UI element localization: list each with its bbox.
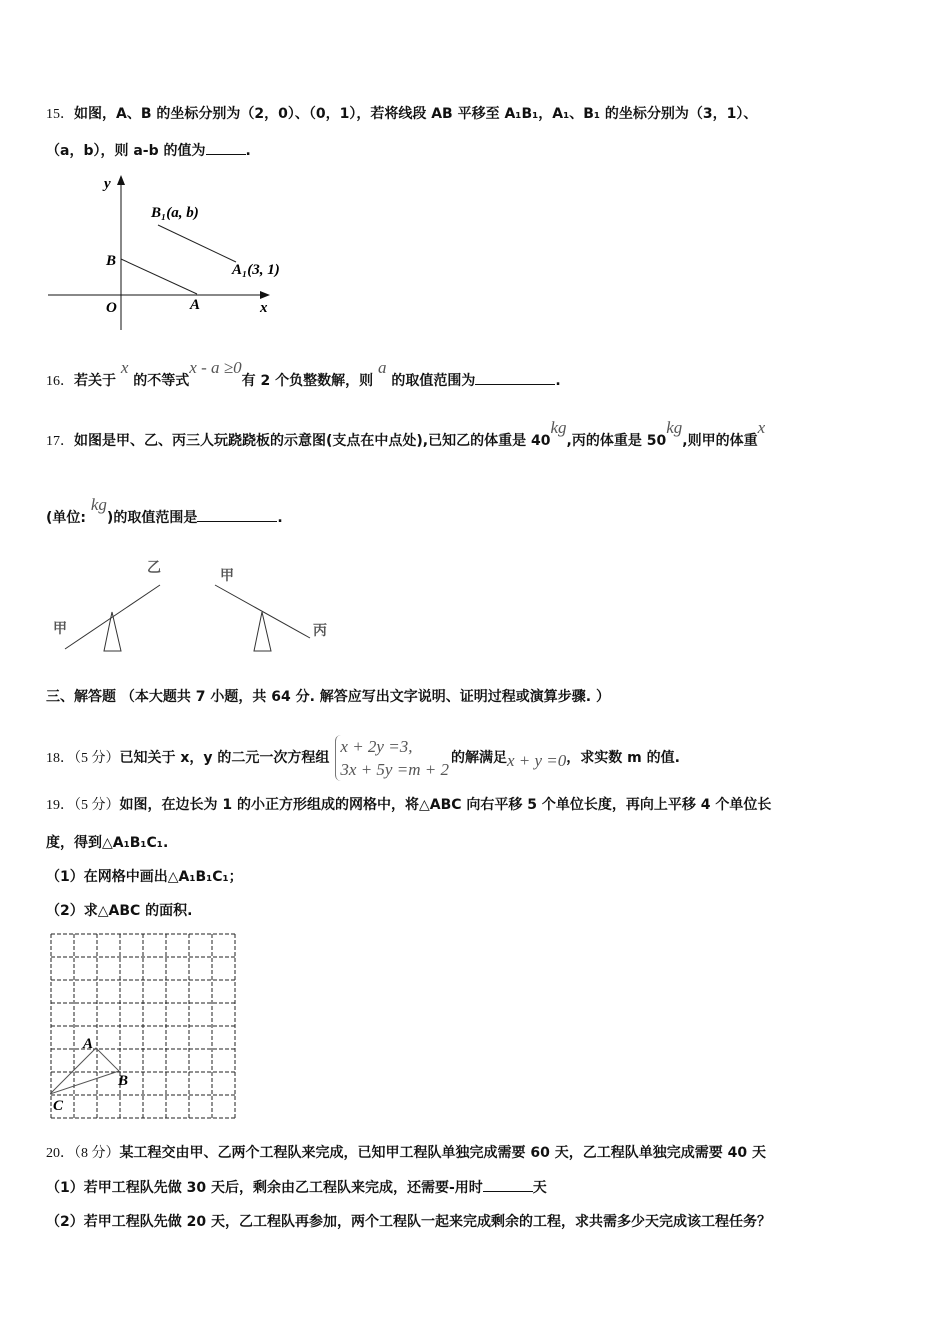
q15-line1 <box>46 103 757 123</box>
x-arrow-icon <box>260 291 270 299</box>
text: (单位: <box>46 510 86 526</box>
text: ,丙的体重是 50 <box>566 433 667 449</box>
label-bing: 丙 <box>313 624 327 639</box>
q15-text2: （a，b），则 a-b 的值为 <box>46 143 206 159</box>
q15-line2 <box>46 140 251 160</box>
q15-text: 如图，A、B 的坐标分别为（2，0）、（0，1），若将线段 AB 平移至 A₁B₁，A₁、B₁ 的坐标分别为（3，1）、 <box>74 106 758 122</box>
score: （5 分） <box>74 751 120 766</box>
equation-1: x + 2y =3, <box>340 737 413 756</box>
period: . <box>277 510 283 526</box>
math-inequality: x - a ≥0 <box>189 358 242 377</box>
answer-blank <box>197 521 277 522</box>
q19-part1: （1）在网格中画出△A₁B₁C₁； <box>46 869 243 885</box>
q19-line2: 度，得到△A₁B₁C₁. <box>46 835 169 851</box>
q17-line1 <box>46 418 766 450</box>
q19-line1 <box>46 794 771 814</box>
x-label: x <box>260 300 268 316</box>
coordinate-figure <box>40 170 300 340</box>
seesaw-figure <box>45 555 345 660</box>
grid-figure <box>50 933 240 1123</box>
unit-kg: kg <box>666 418 683 437</box>
answer-blank <box>475 384 555 385</box>
fulcrum-left <box>104 612 121 651</box>
label-jia: 甲 <box>53 622 67 637</box>
text: 若关于 <box>74 373 116 389</box>
equation-system <box>335 735 449 781</box>
point-A-label: A <box>83 1036 94 1052</box>
point-C-label: C <box>53 1098 64 1114</box>
q-number: 17． <box>46 434 74 449</box>
q-number: 19． <box>46 798 74 813</box>
math-a: a <box>377 358 387 377</box>
point-B1-label: B₁(a, b) <box>151 205 199 221</box>
answer-blank <box>483 1191 533 1192</box>
text: 的取值范围为 <box>391 373 476 389</box>
text: 天 <box>532 1180 547 1196</box>
point-B-label: B <box>106 253 117 269</box>
section-heading: 三、解答题 （本大题共 7 小题，共 64 分. 解答应写出文字说明、证明过程或演算步骤. ） <box>46 689 610 705</box>
math-x: x <box>757 418 766 437</box>
q-number: 20． <box>46 1146 74 1161</box>
q17-line2 <box>46 495 283 527</box>
origin-label: O <box>106 300 117 316</box>
seesaw-right <box>215 585 310 638</box>
score: （5 分） <box>74 798 120 813</box>
math-x: x <box>120 358 129 377</box>
q20-line1 <box>46 1142 766 1162</box>
text: 的不等式 <box>133 373 190 389</box>
q-number: 16． <box>46 374 74 389</box>
q19-part2: （2）求△ABC 的面积. <box>46 903 193 919</box>
point-B-label: B <box>118 1073 129 1089</box>
fulcrum-right <box>254 612 271 651</box>
point-A1-label: A₁(3, 1) <box>232 262 280 278</box>
unit-kg: kg <box>90 495 107 514</box>
q20-part1 <box>46 1177 547 1197</box>
text: 的解满足 <box>450 750 507 766</box>
seesaw-left <box>65 585 160 649</box>
score: （8 分） <box>74 1146 120 1161</box>
label-jia-2: 甲 <box>220 569 234 584</box>
text: 已知关于 x，y 的二元一次方程组 <box>119 750 330 766</box>
triangle-ABC <box>50 1048 119 1094</box>
answer-blank <box>206 154 246 155</box>
text: ，求实数 m 的值. <box>566 750 680 766</box>
equation-2: 3x + 5y =m + 2 <box>340 760 449 779</box>
text: 有 2 个负整数解，则 <box>241 373 374 389</box>
period: . <box>555 373 561 389</box>
q16 <box>46 358 561 390</box>
text: 如图，在边长为 1 的小正方形组成的网格中，将△ABC 向右平移 5 个单位长度，再向上平移 4 个单位长 <box>119 797 772 813</box>
text: ,则甲的体重 <box>682 433 758 449</box>
unit-kg: kg <box>550 418 567 437</box>
segment-AB <box>121 259 197 294</box>
q-number: 15． <box>46 107 74 122</box>
q-number: 18． <box>46 751 74 766</box>
text: )的取值范围是 <box>106 510 198 526</box>
point-A-label: A <box>190 297 201 313</box>
y-label: y <box>104 176 111 192</box>
label-yi: 乙 <box>147 561 161 576</box>
y-arrow-icon <box>117 175 125 185</box>
text: （1）若甲工程队先做 30 天后，剩余由乙工程队来完成，还需要-用时 <box>46 1180 483 1196</box>
text: 某工程交由甲、乙两个工程队来完成，已知甲工程队单独完成需要 60 天，乙工程队单独完成需要 40 天 <box>119 1145 766 1161</box>
q20-part2: （2）若甲工程队先做 20 天，乙工程队再参加，两个工程队一起来完成剩余的工程，求共需多少天完成该工程任务？ <box>46 1214 771 1230</box>
condition: x + y =0 <box>506 751 567 770</box>
q18 <box>46 735 680 781</box>
segment-A1B1 <box>158 225 236 262</box>
text: 如图是甲、乙、丙三人玩跷跷板的示意图(支点在中点处),已知乙的体重是 40 <box>74 433 551 449</box>
period: . <box>245 143 251 159</box>
